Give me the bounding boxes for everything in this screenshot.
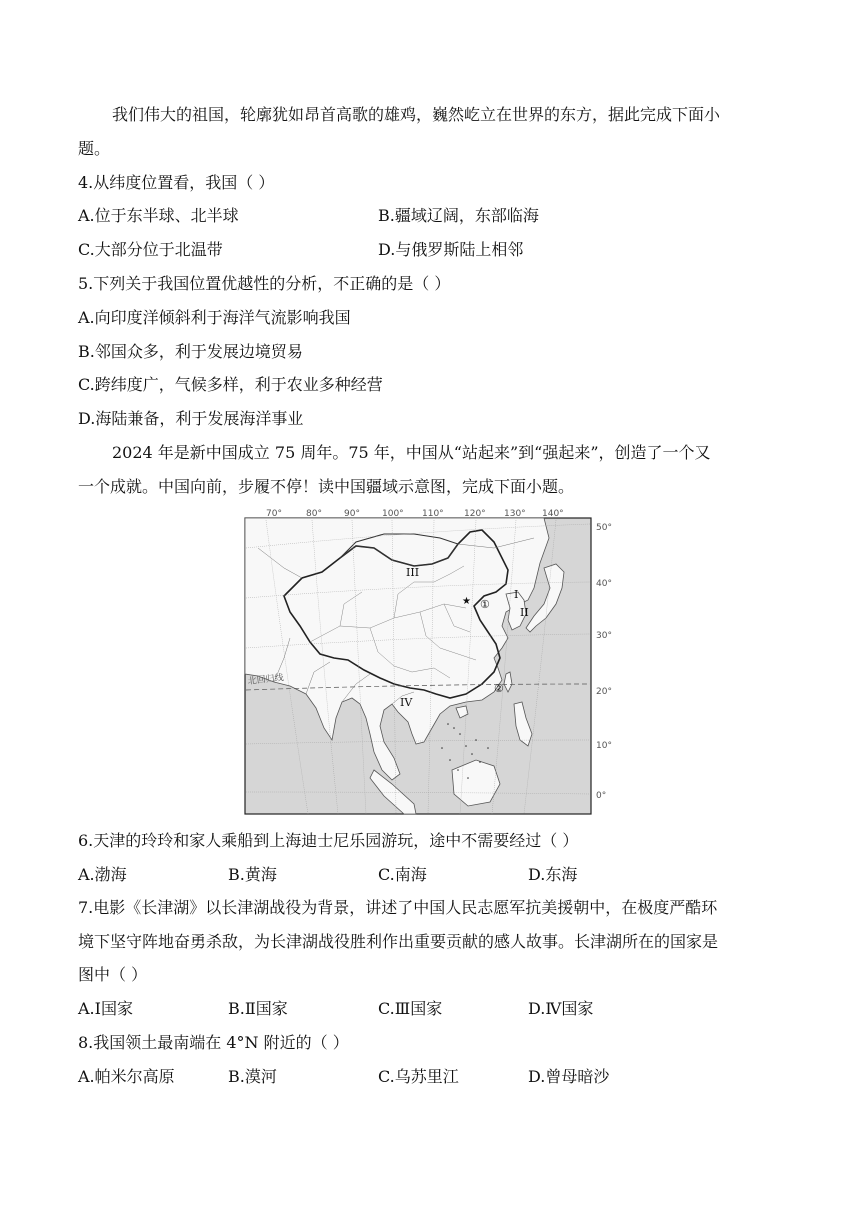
q8-option-b: B.漠河: [228, 1067, 277, 1086]
lat-label-50: 50°: [596, 523, 612, 533]
lon-label-80: 80°: [306, 509, 322, 519]
q4-stem: 4.从纬度位置看，我国（ ）: [78, 173, 275, 192]
region-label-iii: III: [406, 566, 420, 579]
passage1-line2: 题。: [78, 139, 111, 158]
point-label-2: ②: [494, 682, 504, 695]
q4-option-a: A.位于东半球、北半球: [78, 206, 239, 225]
lon-label-70: 70°: [266, 509, 282, 519]
tropic-label: 北回归线: [247, 673, 285, 687]
point-label-1: ①: [480, 598, 490, 611]
passage2-line2: 一个成就。中国向前，步履不停！读中国疆域示意图，完成下面小题。: [78, 477, 575, 496]
q8-option-c: C.乌苏里江: [378, 1067, 459, 1086]
q4-option-c: C.大部分位于北温带: [78, 240, 223, 259]
lon-label-120: 120°: [464, 509, 486, 519]
passage2-line1: 2024 年是新中国成立 75 周年。75 年，中国从“站起来”到“强起来”，创造了一个又: [112, 443, 711, 462]
q6-option-a: A.渤海: [78, 865, 127, 884]
q7-line2: 境下坚守阵地奋勇杀敌，为长津湖战役胜利作出重要贡献的感人故事。长津湖所在的国家是: [78, 932, 719, 951]
capital-star-icon: ★: [462, 596, 471, 607]
lat-label-0: 0°: [596, 791, 607, 801]
q7-option-b: B.Ⅱ国家: [228, 999, 288, 1018]
q6-option-b: B.黄海: [228, 865, 277, 884]
q5-option-b: B.邻国众多，利于发展边境贸易: [78, 342, 303, 361]
lon-label-140: 140°: [542, 509, 564, 519]
q6-option-c: C.南海: [378, 865, 427, 884]
passage1-line1: 我们伟大的祖国，轮廓犹如昂首高歌的雄鸡，巍然屹立在世界的东方，据此完成下面小: [112, 105, 721, 124]
region-label-i: I: [514, 588, 519, 601]
q7-line3: 图中（ ）: [78, 965, 148, 984]
q8-option-a: A.帕米尔高原: [78, 1067, 175, 1086]
q7-option-c: C.Ⅲ国家: [378, 999, 443, 1018]
q8-stem: 8.我国领土最南端在 4°N 附近的（ ）: [78, 1033, 349, 1052]
lon-label-90: 90°: [344, 509, 360, 519]
lat-label-30: 30°: [596, 631, 612, 641]
lat-label-40: 40°: [596, 579, 612, 589]
q6-option-d: D.东海: [528, 865, 578, 884]
q8-option-d: D.曾母暗沙: [528, 1067, 610, 1086]
region-label-iv: IV: [400, 696, 413, 709]
lon-label-110: 110°: [422, 509, 444, 519]
q5-option-d: D.海陆兼备，利于发展海洋事业: [78, 409, 304, 428]
lat-label-10: 10°: [596, 741, 612, 751]
q5-option-a: A.向印度洋倾斜利于海洋气流影响我国: [78, 308, 351, 327]
q7-option-d: D.Ⅳ国家: [528, 999, 594, 1018]
q7-line1: 7.电影《长津湖》以长津湖战役为背景，讲述了中国人民志愿军抗美援朝中，在极度严酷环: [78, 898, 718, 917]
q7-option-a: A.Ⅰ国家: [78, 999, 133, 1018]
region-label-ii: II: [520, 606, 529, 619]
map-svg: [244, 508, 614, 816]
lon-label-100: 100°: [382, 509, 404, 519]
china-territory-map: [244, 508, 614, 816]
lon-label-130: 130°: [504, 509, 526, 519]
q6-stem: 6.天津的玲玲和家人乘船到上海迪士尼乐园游玩，途中不需要经过（ ）: [78, 831, 579, 850]
q4-option-d: D.与俄罗斯陆上相邻: [378, 240, 524, 259]
q4-option-b: B.疆域辽阔，东部临海: [378, 206, 539, 225]
q5-option-c: C.跨纬度广，气候多样，利于农业多种经营: [78, 375, 383, 394]
lat-label-20: 20°: [596, 687, 612, 697]
q5-stem: 5.下列关于我国位置优越性的分析，不正确的是（ ）: [78, 274, 451, 293]
